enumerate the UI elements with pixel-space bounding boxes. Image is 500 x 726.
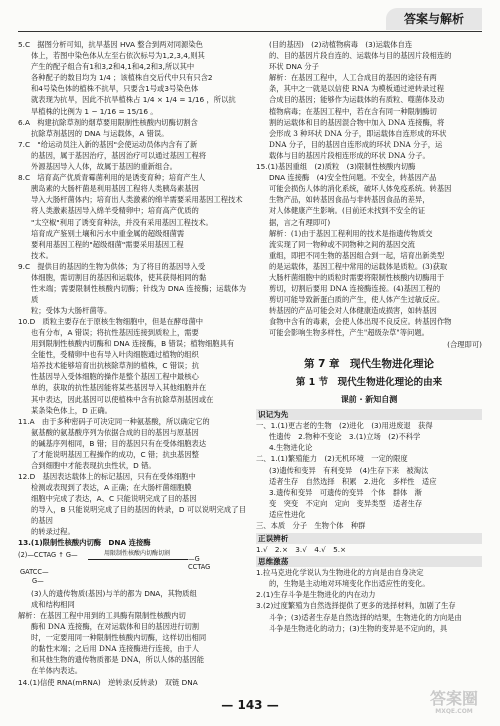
text-line: 适者生存 自然选择 积累 2.进化 多样性 适应 bbox=[269, 476, 437, 486]
text-line: 大肠杆菌细胞中的质粒时需要将限制性核酸内切酶用于 bbox=[269, 272, 445, 282]
text-line: 用到限制性核酸内切酶和 DNA 连接酶，B 错误；植物细胞具有 bbox=[31, 339, 235, 349]
left-answers bbox=[18, 40, 246, 549]
dna-strand-bottom: GATCC— bbox=[20, 567, 49, 576]
text-line: 载体与目的基因片段相连形成的环状 DNA 分子。 bbox=[269, 150, 430, 160]
text-line: 在羊体内表达。 bbox=[31, 666, 83, 676]
text-line: 三、本质 分子 生物个体 种群 bbox=[256, 520, 366, 530]
text-line: 10.D 质粒主要存在于原核生物细胞中，但是在酵母菌中 bbox=[18, 316, 204, 326]
recall-answers bbox=[256, 421, 482, 531]
text-line: 性末端；需要限制性核酸内切酶；针线为 DNA 连接酶；运载体为质 bbox=[31, 284, 246, 304]
page-header bbox=[0, 0, 500, 34]
text-line: 15.(1)基因重组 (2)质粒 (3)限制性核酸内切酶 bbox=[256, 162, 416, 172]
text-line: 性基因导入受体细胞的操作是整个基因工程中最核心 bbox=[31, 372, 199, 382]
text-line: 的，生物是主动地对环境变化作出适应性的变化。 bbox=[269, 579, 430, 589]
right-answers bbox=[256, 40, 482, 350]
text-line: 二、1.(1)繁殖能力 (2)无机环境 一定的限度 bbox=[256, 454, 408, 464]
text-line: 1.拉马克进化学说认为生物进化的方向是由自身决定 bbox=[256, 568, 424, 578]
text-line: 和其他生物的遗传物质都是 DNA，所以人体的基因能 bbox=[31, 655, 205, 665]
text-line: 抗除草剂基因的 DNA 与运载体，A 错误。 bbox=[31, 128, 169, 138]
dna-fragment-right-bottom: CCTAG bbox=[188, 562, 211, 571]
text-line: 8.C 培育高产优质青霉菌利用的是诱变育种；培育产生人 bbox=[18, 173, 206, 183]
text-line: 可能会影响生物多样性，产生"超级杂草"等问题。 bbox=[269, 328, 429, 338]
right-column bbox=[256, 40, 482, 635]
subsection-title: 课前 · 新知自测 bbox=[340, 395, 398, 405]
text-line: 和4号染色体的植株不抗旱，只要含1号或3号染色体 bbox=[31, 84, 199, 94]
text-line: 3.(2)过度繁殖为自然选择提供了更多的选择材料，加剧了生存 bbox=[256, 601, 456, 611]
text-line: (目的基因) (2)动植物病毒 (3)运载体自连 bbox=[269, 40, 413, 49]
text-line: 适应性进化 bbox=[269, 509, 306, 519]
dna-fragment-left: G— bbox=[32, 576, 44, 585]
text-line: 粒；受体为大肠杆菌等。 bbox=[31, 305, 112, 315]
text-line: 各种配子的数目均为 1/4 ；该植株自交后代中只有只含2 bbox=[31, 73, 213, 83]
text-line: 性遗传 2.物种不变论 3.(1)立场 (2)不科学 bbox=[269, 432, 421, 442]
dna-fragment-right-top: —G bbox=[188, 554, 200, 563]
text-line: 环状 DNA 分子 bbox=[269, 62, 319, 72]
text-line: 的碱基序列相同，B 错；目的基因只有在受体细胞表达 bbox=[31, 438, 207, 448]
page-number: — 143 — bbox=[221, 698, 279, 712]
text-line: 9.C 提供目的基因的生物为供体；为了将目的基因导入受 bbox=[18, 261, 206, 271]
text-line: 7.C "给运动员注入新的基因"会使运动员体内含有了新 bbox=[18, 139, 198, 149]
text-line: "太空椒"利用了诱变育种法，并没有采用基因工程技术。 bbox=[31, 217, 213, 227]
text-line: 斗争是生物进化的动力；(3)生物的变异是不定向的，具 bbox=[269, 623, 448, 633]
text-line: 斗争；(3)适者生存是自然选择的结果，生物进化的方向是由 bbox=[269, 612, 462, 622]
section-title: 第 1 节 现代生物进化理论的由来 bbox=[295, 377, 443, 389]
text-line: 成和结构相同 bbox=[31, 599, 75, 609]
text-line: 对人体健康产生影响。(目前还未找到不安全的证 bbox=[269, 206, 426, 216]
text-line: 6.A 构建抗除草剂的烟草要用限制性核酸内切酶切割含 bbox=[18, 117, 198, 127]
watermark-logo bbox=[422, 690, 486, 718]
text-line: 的导入，B 只能说明完成了目的基因的转录，D 可以说明完成了目的基因 bbox=[31, 505, 246, 526]
text-line: 也有分布，A 错误；将抗性基因连接到质粒上，需要 bbox=[31, 327, 199, 337]
dna-cut-label: 用限制性核酸内切酶切割 bbox=[104, 549, 171, 557]
text-line: 氨基酸的氨基酸序列为依据合成的目的基因与原基因 bbox=[31, 427, 199, 437]
text-line: 胰岛素的大肠杆菌是利用基因工程将人类胰岛素基因 bbox=[31, 184, 199, 194]
text-line: 单的，获取的抗性基因能将某些基因导入其他细胞并在 bbox=[31, 383, 207, 393]
dna-cut-arrow bbox=[88, 559, 188, 560]
header-rule bbox=[18, 31, 482, 32]
dna-cut-diagram bbox=[18, 551, 246, 587]
text-line: 的是运载体，基因工程中常用的运载体是质粒。(3)获取 bbox=[269, 261, 448, 271]
text-line: 会形成 3 种环状 DNA 分子，即运载体自连形成的环状 bbox=[269, 128, 447, 138]
text-line: 据，言之有理即可) bbox=[269, 217, 331, 227]
text-line: 全能性，受精卵中也有导入叶肉细胞通过植物的组织 bbox=[31, 350, 199, 360]
text-line: 转基因的产品可能会对人体健康造成损害，如转基因 bbox=[269, 306, 437, 316]
text-line: 的基因，属于基因治疗，基因治疗可以通过基因工程将 bbox=[31, 150, 207, 160]
text-line: 体细胞，需切割目的基因和运载体，使其获得相同的黏 bbox=[31, 272, 207, 282]
text-line: 旱植株的比例为 1 − 1/16 = 15/16 。 bbox=[31, 106, 158, 116]
text-line: (3)人的遗传物质(基因)与羊的都为 DNA，其物质组 bbox=[31, 588, 197, 598]
text-line: 将人类激素基因导入绵羊受精卵中；培育高产优质的 bbox=[31, 206, 199, 216]
text-line: 的黏性末端；之后用 DNA 连接酶进行连接，由于人 bbox=[31, 644, 200, 654]
text-line: DNA 分子，目的基因自连形成的环状 DNA 分子，运 bbox=[269, 139, 443, 149]
text-line: 检测或表现到了表达，A 正确；在大肠杆菌细胞膜 bbox=[31, 483, 192, 493]
text-line: 产生的配子组合有1和3,2和4,1和4,2和3,所以其中 bbox=[31, 62, 195, 72]
text-line: 培养技术能够培育出抗核除草剂的植株，C 错误；抗 bbox=[31, 361, 199, 371]
text-line: 解析：(1)由于基因工程利用的技术是指遗传物质交 bbox=[269, 228, 433, 238]
text-line: 3.遗传和变异 可遗传的变异 个体 群体 渐 bbox=[269, 487, 422, 497]
watermark-url: MXQE.COM bbox=[435, 708, 473, 715]
text-line: (合理即可) bbox=[447, 339, 482, 349]
text-line: 要利用基因工程的"超级细菌"需要采用基因工程 bbox=[31, 239, 184, 249]
text-line: 剪切可能导致新蛋白质的产生，使人体产生过敏反应。 bbox=[269, 295, 445, 305]
text-line: 12.D 基因表达载体上的标记基因，只有在受体细胞中 bbox=[18, 472, 196, 482]
text-line: 2.(1)生存斗争是生物进化的内在动力 bbox=[256, 590, 376, 600]
text-line: 其中表达，因此基因可以使植株中含有抗除草剂基因或在 bbox=[31, 394, 214, 404]
text-line: 流实现了同一物种或不同物种之间的基因交流 bbox=[269, 239, 415, 249]
judge-answers: 1.√ 2.× 3.√ 4.√ 5.× bbox=[256, 544, 347, 554]
text-line: 剪切，切割后要用 DNA 连接酶连接。(4)基因工程的 bbox=[269, 284, 441, 294]
text-line: 体上，若图中染色体从左至右依次标号为1,2,3,4,则其 bbox=[31, 51, 205, 61]
text-line: 一、1.(1)更古老的生物 (2)进化 (3)用进废退 获得 bbox=[256, 421, 433, 431]
text-line: 解析：在基因工程中，人工合成目的基因的途径有两 bbox=[269, 73, 437, 83]
text-line: 5.C 据图分析可知，抗旱基因 HVA 整合到两对同源染色 bbox=[18, 40, 203, 49]
section-tab: 答案与解析 bbox=[386, 8, 482, 30]
dna-strand-top: (2)—CCTAG ↑ G— bbox=[18, 550, 78, 559]
text-line: (3)遗传和变异 有利变异 (4)生存下来 被淘汰 bbox=[269, 465, 429, 475]
judge-heading: 正误辨析 bbox=[256, 533, 482, 544]
text-line: 导入大肠杆菌体内；培育出人类激素的绵羊需要采用基因工程技术 bbox=[31, 195, 243, 205]
text-line: 细胞中完成了表达，A、C 只能说明完成了目的基因 bbox=[31, 494, 197, 504]
text-line: 14.(1)信使 RNA(mRNA) 逆转录(反转录) 双链 DNA bbox=[18, 677, 198, 687]
left-answers-continued bbox=[18, 589, 246, 688]
recall-heading: 识记为先 bbox=[256, 409, 482, 420]
text-line: 技术。 bbox=[31, 250, 53, 260]
chapter-title: 第 7 章 现代生物进化理论 bbox=[303, 358, 435, 371]
think-heading: 思维激荡 bbox=[256, 556, 482, 567]
left-column bbox=[18, 40, 246, 689]
text-line: 食物中含有的毒素，会使人体出现不良反应。转基因作物 bbox=[269, 317, 452, 327]
watermark-text: 答案圈 bbox=[429, 689, 478, 708]
text-line: 割的运载体和目的基因混合物中加入 DNA 连接酶，将 bbox=[269, 117, 445, 127]
text-line: 可能会损伤人体的消化系统，破坏人体免疫系统。转基因 bbox=[269, 184, 452, 194]
text-line: 变 突变 不定向 定向 变异类型 适者生存 bbox=[269, 498, 423, 508]
text-line: DNA 连接酶 (4)安全性问题。不安全，转基因产品 bbox=[269, 173, 437, 183]
text-line: 了才能说明基因工程操作的成功，C 错；抗虫基因整 bbox=[31, 449, 199, 459]
text-line: 13.(1)限制性核酸内切酶 DNA 连接酶 bbox=[18, 538, 151, 548]
text-line: 的、目的基因片段自连的、运载体与目的基因片段相连的 bbox=[269, 51, 452, 61]
think-answers bbox=[256, 568, 482, 634]
text-line: 4.生物进化论 bbox=[269, 443, 313, 453]
text-line: 条，其中之一就是以信使 RNA 为模板通过逆转录过程 bbox=[269, 84, 445, 94]
text-line: 酶和 DNA 连接酶，在对运载体和目的基因进行切割 bbox=[31, 622, 200, 632]
text-line: 生物产品，如转基因食品与非转基因食品的差异， bbox=[269, 195, 430, 205]
text-line: 时，一定要用同一种限制性核酸内切酶，这样切出相同 bbox=[31, 633, 207, 643]
text-line: 合到细胞中才能表现抗虫性状，D 错。 bbox=[31, 461, 156, 471]
text-line: 就表现为抗旱，因此不抗旱植株占 1/4 × 1/4 = 1/16 ，所以抗 bbox=[31, 95, 236, 105]
text-line: 外源基因导入人体，故属于基因的重新组合。 bbox=[31, 162, 177, 172]
text-line: 的转录过程。 bbox=[31, 527, 75, 537]
text-line: 重组，即把不同生物的基因组合到一起，培育出新类型 bbox=[269, 250, 445, 260]
text-line: 解析：在基因工程中用到的工具酶有限制性核酸内切 bbox=[18, 611, 186, 620]
text-line: 某条染色体上，D 正确。 bbox=[31, 405, 112, 415]
text-line: 11.A 由于多种密码子可决定同一种氨基酸，所以确定它的 bbox=[18, 416, 210, 426]
text-line: 培育成产鉴别土壤和污水中重金属的超级细菌需 bbox=[31, 228, 185, 238]
text-line: 合成目的基因；能够作为运载体的有质粒、噬菌体及动 bbox=[269, 95, 445, 105]
text-line: 植物病毒；在基因工程中，若在含有同一种限制酶切 bbox=[269, 106, 437, 116]
